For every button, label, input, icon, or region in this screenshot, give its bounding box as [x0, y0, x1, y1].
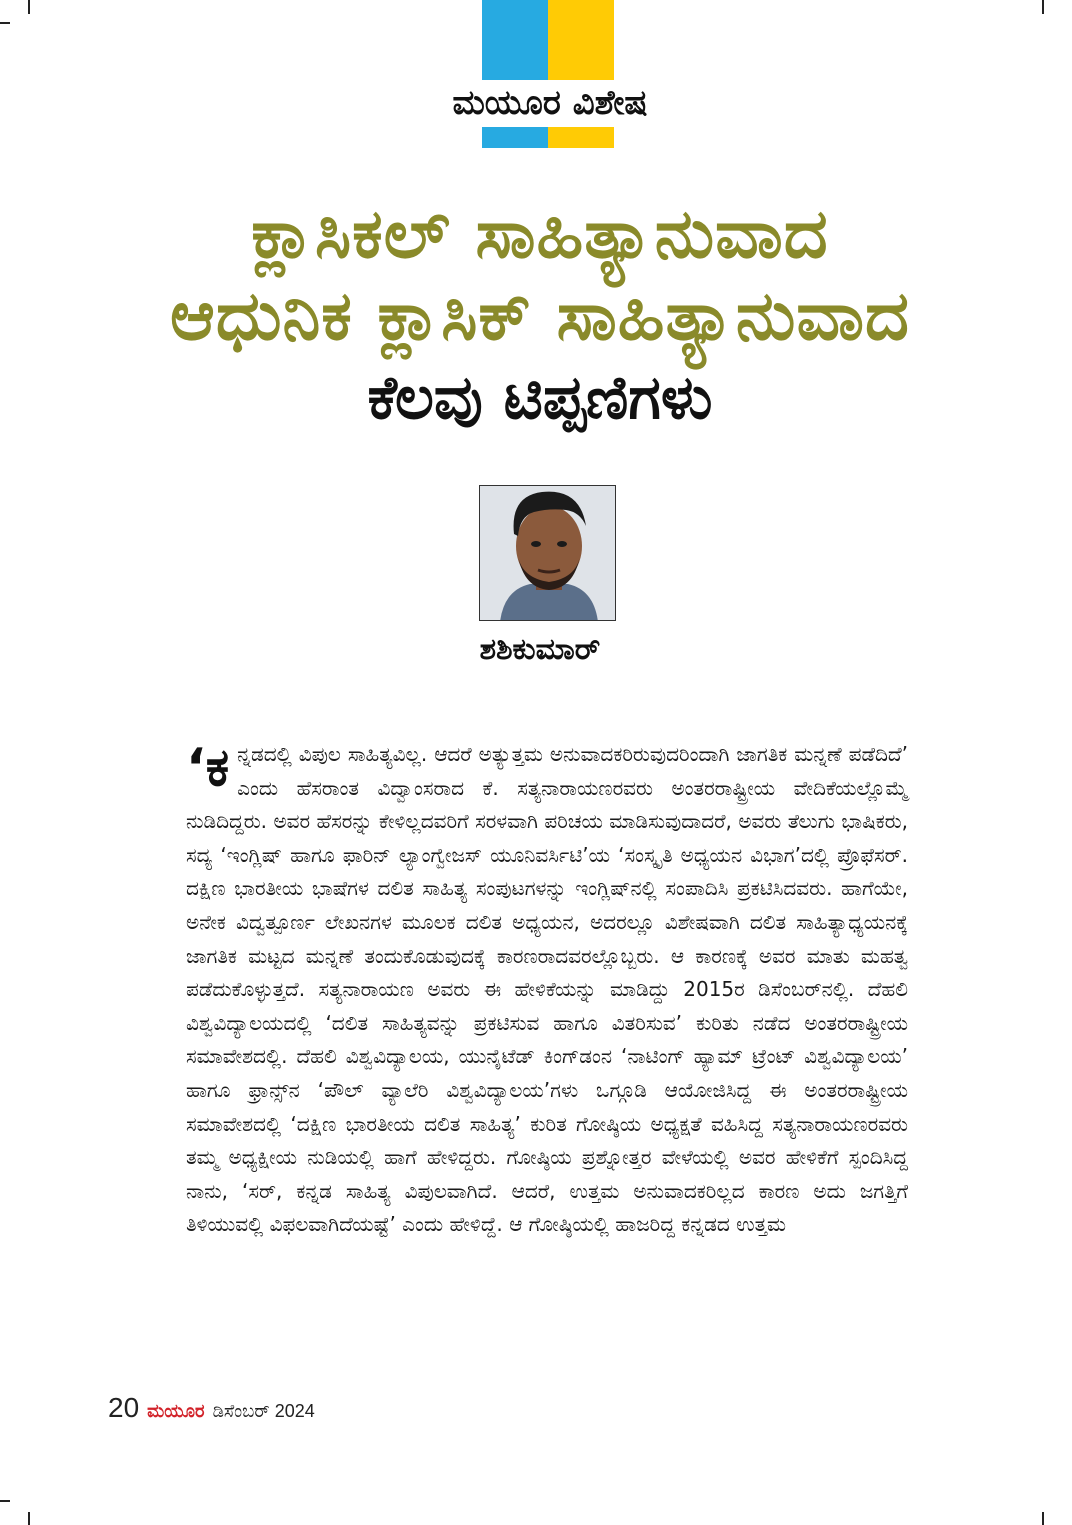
crop-mark-bottom-left	[0, 1500, 10, 1502]
badge-yellow-block	[548, 0, 614, 80]
page-number: 20	[108, 1392, 140, 1423]
badge-blue-block	[482, 0, 548, 80]
author-photo	[479, 485, 616, 621]
page-footer	[108, 1392, 315, 1428]
section-label: ಮಯೂರ ವಿಶೇಷ	[400, 80, 700, 126]
crop-mark-top-left-h	[0, 22, 10, 24]
badge-blue-strip	[482, 127, 548, 148]
author-name: ಶಶಿಕುಮಾರ್	[479, 632, 601, 667]
badge-yellow-strip	[548, 127, 614, 148]
crop-mark-top-right	[1042, 0, 1044, 14]
drop-cap: ‘ಕ	[186, 738, 230, 798]
issue-date: ಡಿಸೆಂಬರ್ 2024	[212, 1401, 315, 1421]
crop-mark-bottom-left-v	[28, 1512, 30, 1525]
magazine-name: ಮಯೂರ	[147, 1401, 205, 1421]
headline-line-2: ಆಧುನಿಕ ಕ್ಲಾಸಿಕ್ ಸಾಹಿತ್ಯಾನುವಾದ	[170, 277, 910, 356]
headline-line-3: ಕೆಲವು ಟಿಪ್ಪಣಿಗಳು	[367, 363, 713, 433]
article-text: ನ್ನಡದಲ್ಲಿ ವಿಪುಲ ಸಾಹಿತ್ಯವಿಲ್ಲ. ಆದರೆ ಅತ್ಯುತ್ತಮ ಅನುವಾದಕರಿರುವುದರಿಂದಾಗಿ ಜಾಗತಿಕ ಮನ್ನಣೆ ಪಡೆದಿದೆ’ ಎಂದು ಹೆಸರಾಂತ ವಿದ್ವಾಂಸರಾದ ಕೆ. ಸತ್ಯನಾರಾಯಣರವರು ಅಂತರರಾಷ್ಟ್ರೀಯ ವೇದಿಕೆಯಲ್ಲೊಮ್ಮೆ ನುಡಿದಿದ್ದರು. ಅವರ ಹೆಸರನ್ನು ಕೇಳಿಲ್ಲದವರಿಗೆ ಸರಳವಾಗಿ ಪರಿಚಯ ಮಾಡಿಸುವುದಾದರೆ, ಅವರು ತೆಲುಗು ಭಾಷಿಕರು, ಸದ್ಯ ‘ಇಂಗ್ಲಿಷ್ ಹಾಗೂ ಫಾರಿನ್ ಲ್ಯಾಂಗ್ವೇಜಸ್ ಯೂನಿವರ್ಸಿಟಿ’ಯ ‘ಸಂಸ್ಕೃತಿ ಅಧ್ಯಯನ ವಿಭಾಗ’ದಲ್ಲಿ ಪ್ರೊಫೆಸರ್. ದಕ್ಷಿಣ ಭಾರತೀಯ ಭಾಷೆಗಳ ದಲಿತ ಸಾಹಿತ್ಯ ಸಂಪುಟಗಳನ್ನು ಇಂಗ್ಲಿಷ್‌ನಲ್ಲಿ ಸಂಪಾದಿಸಿ ಪ್ರಕಟಿಸಿದವರು. ಹಾಗೆಯೇ, ಅನೇಕ ವಿದ್ವತ್ಪೂರ್ಣ ಲೇಖನಗಳ ಮೂಲಕ ದಲಿತ ಅಧ್ಯಯನ, ಅದರಲ್ಲೂ ವಿಶೇಷವಾಗಿ ದಲಿತ ಸಾಹಿತ್ಯಾಧ್ಯಯನಕ್ಕೆ ಜಾಗತಿಕ ಮಟ್ಟದ ಮನ್ನಣೆ ತಂದುಕೊಡುವುದಕ್ಕೆ ಕಾರಣರಾದವರಲ್ಲೊಬ್ಬರು. ಆ ಕಾರಣಕ್ಕೆ ಅವರ ಮಾತು ಮಹತ್ವ ಪಡೆದುಕೊಳ್ಳುತ್ತದೆ. ಸತ್ಯನಾರಾಯಣ ಅವರು ಈ ಹೇಳಿಕೆಯನ್ನು ಮಾಡಿದ್ದು 2015ರ ಡಿಸೆಂಬರ್‌ನಲ್ಲಿ. ದೆಹಲಿ ವಿಶ್ವವಿದ್ಯಾಲಯದಲ್ಲಿ ‘ದಲಿತ ಸಾಹಿತ್ಯವನ್ನು ಪ್ರಕಟಿಸುವ ಹಾಗೂ ವಿತರಿಸುವ’ ಕುರಿತು ನಡೆದ ಅಂತರರಾಷ್ಟ್ರೀಯ ಸಮಾವೇಶದಲ್ಲಿ. ದೆಹಲಿ ವಿಶ್ವವಿದ್ಯಾಲಯ, ಯುನೈಟೆಡ್ ಕಿಂಗ್‌ಡಂನ ‘ನಾಟಿಂಗ್ ಹ್ಯಾಮ್ ಟ್ರೆಂಟ್ ವಿಶ್ವವಿದ್ಯಾಲಯ’ ಹಾಗೂ ಫ್ರಾನ್ಸ್‌ನ ‘ಪೌಲ್ ವ್ಯಾಲೆರಿ ವಿಶ್ವವಿದ್ಯಾಲಯ’ಗಳು ಒಗ್ಗೂಡಿ ಆಯೋಜಿಸಿದ್ದ ಈ ಅಂತರರಾಷ್ಟ್ರೀಯ ಸಮಾವೇಶದಲ್ಲಿ ‘ದಕ್ಷಿಣ ಭಾರತೀಯ ದಲಿತ ಸಾಹಿತ್ಯ’ ಕುರಿತ ಗೋಷ್ಠಿಯ ಅಧ್ಯಕ್ಷತೆ ವಹಿಸಿದ್ದ ಸತ್ಯನಾರಾಯಣರವರು ತಮ್ಮ ಅಧ್ಯಕ್ಷೀಯ ನುಡಿಯಲ್ಲಿ ಹಾಗೆ ಹೇಳಿದ್ದರು. ಗೋಷ್ಠಿಯ ಪ್ರಶ್ನೋತ್ತರ ವೇಳೆಯಲ್ಲಿ ಅವರ ಹೇಳಿಕೆಗೆ ಸ್ಪಂದಿಸಿದ್ದ ನಾನು, ‘ಸರ್, ಕನ್ನಡ ಸಾಹಿತ್ಯ ವಿಪುಲವಾಗಿದೆ. ಆದರೆ, ಉತ್ತಮ ಅನುವಾದಕರಿಲ್ಲದ ಕಾರಣ ಅದು ಜಗತ್ತಿಗೆ ತಿಳಿಯುವಲ್ಲಿ ವಿಫಲವಾಗಿದೆಯಷ್ಟೆ’ ಎಂದು ಹೇಳಿದ್ದೆ. ಆ ಗೋಷ್ಠಿಯಲ್ಲಿ ಹಾಜರಿದ್ದ ಕನ್ನಡದ ಉತ್ತಮ	[186, 742, 908, 1237]
crop-mark-top-left	[28, 0, 30, 14]
headline-line-1: ಕ್ಲಾಸಿಕಲ್ ಸಾಹಿತ್ಯಾನುವಾದ	[251, 195, 829, 274]
crop-mark-bottom-right	[1042, 1512, 1044, 1525]
article-body	[186, 738, 908, 1242]
